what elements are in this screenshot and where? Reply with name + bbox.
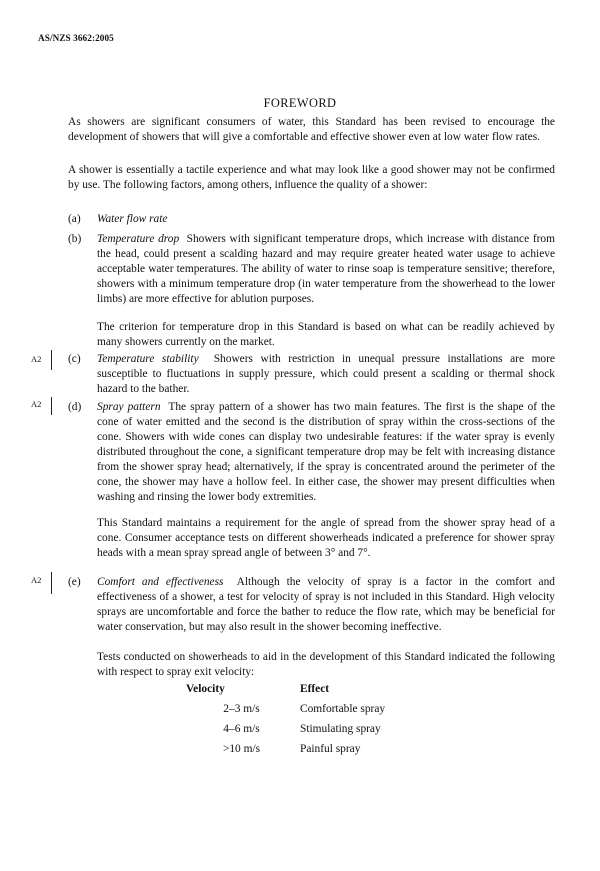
amendment-marker: A2 (31, 575, 42, 585)
item-body: Showers with significant temperature drops, which increase with distance from the head, could present a scalding hazard and may require greater heated water usage to achieve acceptable water temperatures. The ability of water to rinse soap is temperature sensitive; therefore, showers with a minimum temperature drop (in water temperature from the showerhead to the lower limbs) are more effective for ablution purposes. (97, 233, 555, 305)
item-title: Water flow rate (97, 213, 168, 225)
item-title: Spray pattern (97, 401, 161, 413)
effect-cell: Comfortable spray (300, 703, 386, 715)
item-body: Although the velocity of spray is a factor in the comfort and effectiveness of a shower, a test for velocity of spray is not included in this Standard. High velocity sprays are uncomfortable and force the bather to reduce the flow rate, which may be beneficial for water conservation, but may also result in the shower becoming ineffective. (97, 576, 555, 633)
item-letter: (b) (68, 233, 82, 245)
column-header-velocity: Velocity (186, 683, 225, 695)
item-title: Temperature stability (97, 353, 199, 365)
item-title: Temperature drop (97, 233, 180, 245)
velocity-cell: >10 m/s (222, 743, 261, 755)
amendment-marker: A2 (31, 399, 42, 409)
item-letter: (e) (68, 576, 81, 588)
effect-cell: Painful spray (300, 743, 361, 755)
table-header-row (183, 682, 460, 702)
intro-paragraph: As showers are significant consumers of water, this Standard has been revised to encourage the development of showers that will give a comfortable and effective shower even at low water flow rates. (68, 116, 555, 143)
intro-paragraph: A shower is essentially a tactile experience and what may look like a good shower may not be confirmed by use. The following factors, among others, influence the quality of a shower: (68, 164, 555, 191)
velocity-cell: 2–3 m/s (223, 703, 260, 715)
item-body: The spray pattern of a shower has two main features. The first is the shape of the cone of water emitted and the second is the distribution of spray within the cross-sections of the cone. Showers with wide cones can display two undesirable features: if the water spray is evenly distributed throughout the cone, a significant temperature drop may be felt with increasing distance from the shower spray head; alternatively, if the spray is concentrated around the perimeter of the cone, the shower may have a hollow feel. In either case, the shower may present difficulties when washing and rinsing the lower body extremities. (97, 401, 556, 503)
effect-cell: Stimulating spray (300, 723, 381, 735)
table-row (183, 702, 460, 722)
amendment-bar (51, 572, 52, 594)
column-header-effect: Effect (300, 683, 330, 695)
table-row (183, 742, 460, 762)
item-letter: (a) (68, 213, 81, 225)
item-title: Comfort and effectiveness (97, 576, 224, 588)
table-row (183, 722, 460, 742)
item-followup: Tests conducted on showerheads to aid in the development of this Standard indicated the following with respect to spray exit velocity: (97, 651, 555, 678)
amendment-bar (51, 397, 52, 415)
velocity-table (183, 682, 460, 762)
velocity-cell: 4–6 m/s (223, 723, 260, 735)
page-title: FOREWORD (263, 96, 337, 110)
standard-id: AS/NZS 3662:2005 (38, 33, 114, 43)
item-body: Showers with restriction in unequal pressure installations are more susceptible to fluctuations in supply pressure, which could present a scalding or thermal shock hazard to the bather. (97, 353, 555, 395)
amendment-marker: A2 (31, 354, 42, 364)
item-followup: The criterion for temperature drop in this Standard is based on what can be readily achieved by many showers currently on the market. (97, 321, 555, 348)
item-letter: (d) (68, 401, 82, 413)
item-followup: This Standard maintains a requirement for the angle of spread from the shower spray head of a cone. Consumer acceptance tests on different showerheads indicated a preference for shower spray heads with a mean spray spread angle of between 3° and 7°. (97, 517, 555, 559)
item-letter: (c) (68, 353, 81, 365)
amendment-bar (51, 350, 52, 370)
